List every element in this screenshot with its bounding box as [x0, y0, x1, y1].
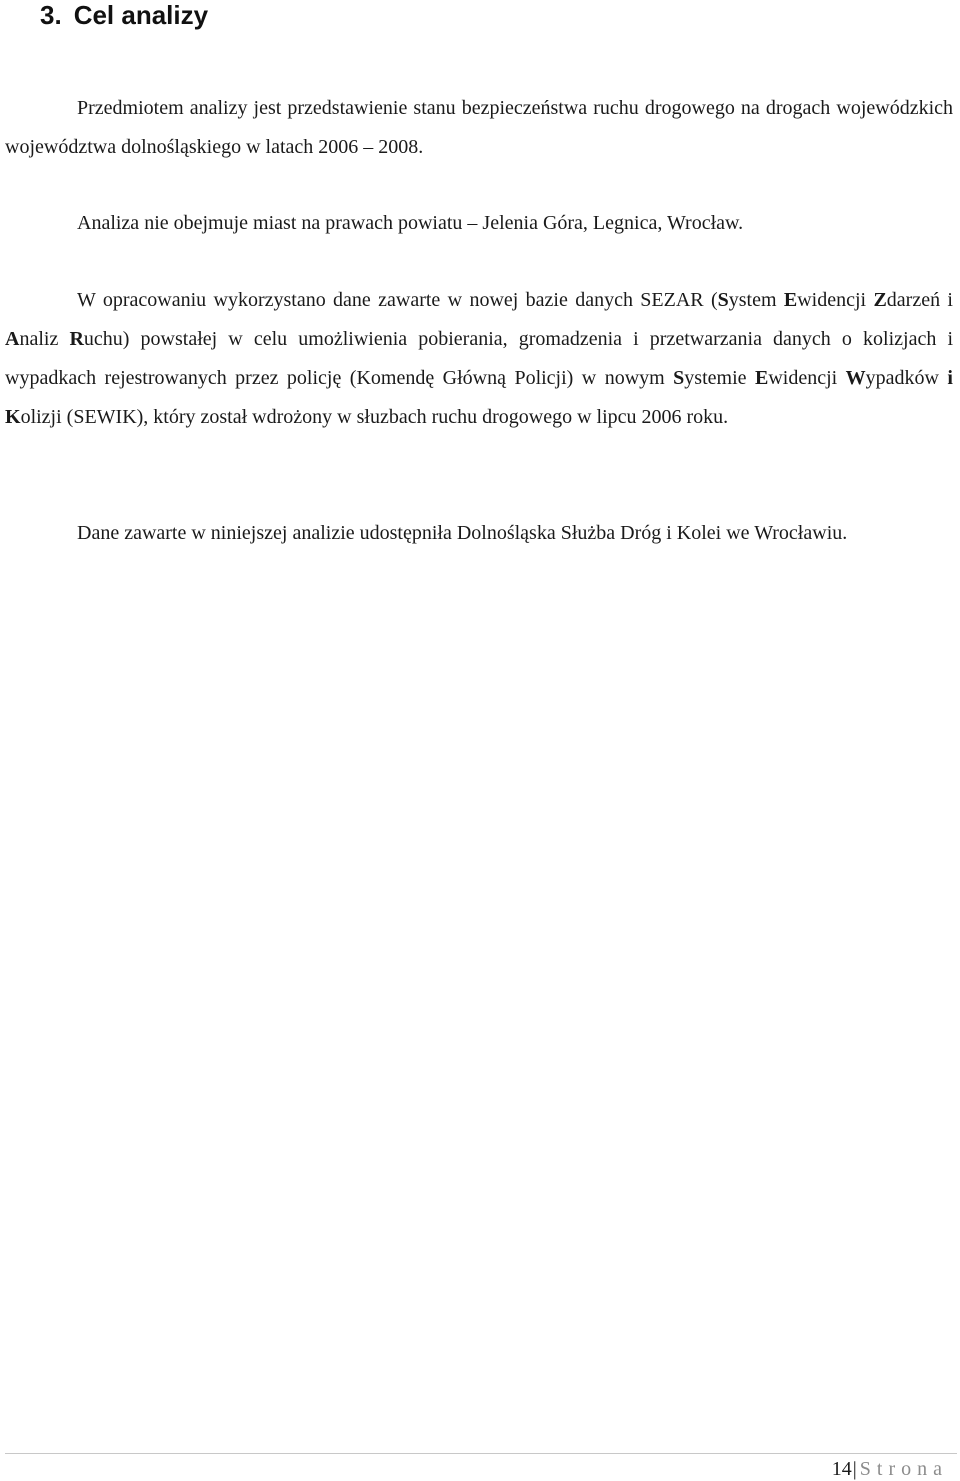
- text-run: widencji: [797, 289, 874, 311]
- text-run: ypadków: [865, 367, 948, 389]
- paragraph-scope: Analiza nie obejmuje miast na prawach powiatu – Jelenia Góra, Legnica, Wrocław.: [77, 212, 744, 234]
- acronym-letter: R: [69, 328, 84, 350]
- acronym-letter: E: [754, 367, 769, 389]
- acronym-letter: S: [673, 367, 685, 389]
- section-number: 3.: [40, 0, 62, 30]
- text-run: W opracowaniu wykorzystano dane zawarte w nowej bazie danych SEZAR (: [77, 289, 718, 311]
- acronym-letter: i: [947, 367, 953, 389]
- footer-separator: |: [852, 1458, 857, 1480]
- text-run: uchu) powstałej w celu umożliwienia pobierania, gromadzenia i przetwarzania danych o kolizjach i wypadkach rejestrowanych przez policję (Komendę Główną Policji) w nowym: [5, 328, 953, 389]
- acronym-letter: W: [845, 367, 866, 389]
- section-heading: [40, 0, 208, 32]
- acronym-letter: S: [717, 289, 729, 311]
- text-run: olizji (SEWIK), który został wdrożony w słuzbach ruchu drogowego w lipcu 2006 roku.: [20, 406, 729, 428]
- section-title: Cel analizy: [73, 0, 209, 30]
- text-run: ystem: [728, 289, 784, 311]
- text-run: ystemie: [684, 367, 755, 389]
- paragraph-data-source: [5, 281, 953, 437]
- text-run: darzeń i: [886, 289, 953, 311]
- page-label: Strona: [859, 1458, 948, 1480]
- footer-divider: [5, 1453, 957, 1454]
- acronym-letter: K: [5, 406, 21, 428]
- paragraph-purpose: Przedmiotem analizy jest przedstawienie stanu bezpieczeństwa ruchu drogowego na drogach wojewódzkich województwa dolnośląskiego w latach 2006 – 2008.: [5, 97, 953, 158]
- page-footer: [832, 1457, 948, 1481]
- text-run: widencji: [768, 367, 846, 389]
- page-number: 14: [831, 1458, 852, 1480]
- paragraph-data-provider: Dane zawarte w niniejszej analizie udostępniła Dolnośląska Służba Dróg i Kolei we Wrocławiu.: [77, 522, 848, 544]
- acronym-letter: A: [5, 328, 20, 350]
- acronym-letter: Z: [873, 289, 887, 311]
- acronym-letter: E: [783, 289, 798, 311]
- text-run: naliz: [19, 328, 70, 350]
